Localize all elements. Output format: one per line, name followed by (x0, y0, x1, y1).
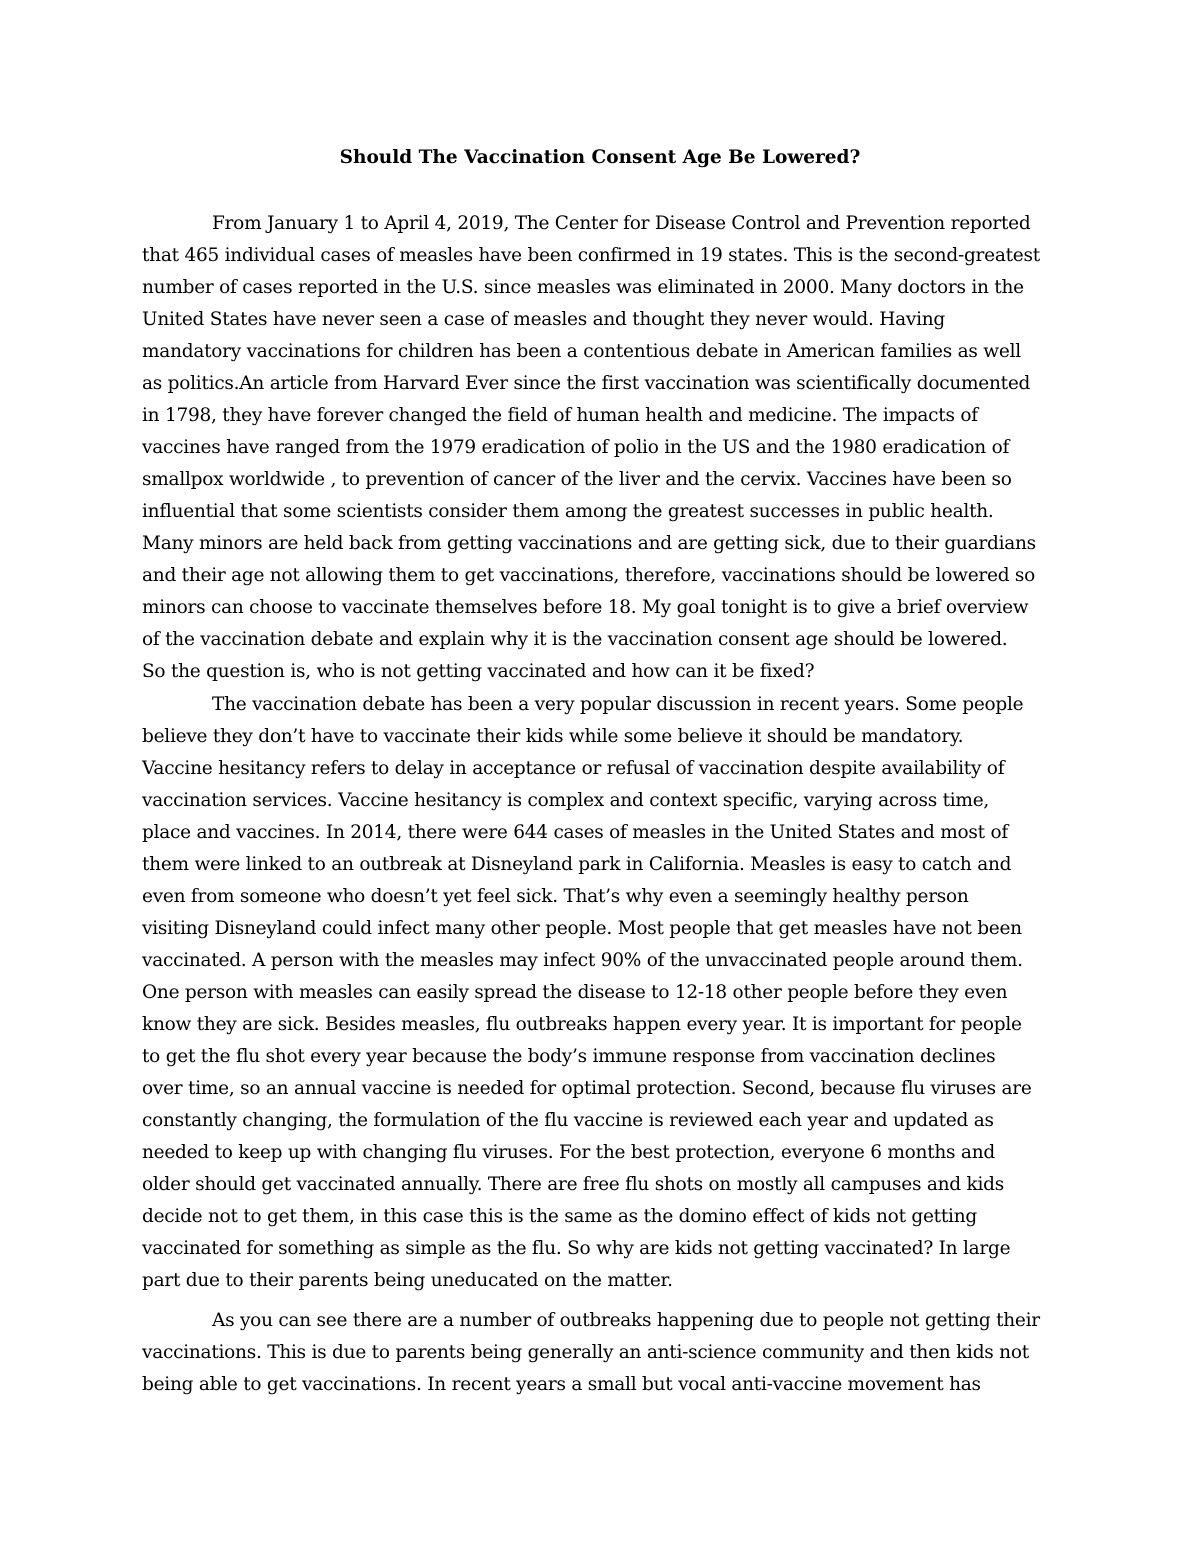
text-line: part due to their parents being uneducated on the matter. (142, 1270, 673, 1291)
text-line: that 465 individual cases of measles have been confirmed in 19 states. This is the second-greatest (142, 245, 1040, 266)
text-line: Vaccine hesitancy refers to delay in acceptance or refusal of vaccination despite availability of (142, 758, 1005, 779)
text-line: even from someone who doesn’t yet feel sick. That’s why even a seemingly healthy person (142, 886, 969, 907)
text-line: as politics.An article from Harvard Ever since the first vaccination was scientifically documented (142, 373, 1031, 394)
text-line: them were linked to an outbreak at Disneyland park in California. Measles is easy to catch and (142, 854, 1012, 875)
text-line: needed to keep up with changing flu viruses. For the best protection, everyone 6 months and (142, 1142, 995, 1163)
text-line: vaccinated for something as simple as the flu. So why are kids not getting vaccinated? In large (142, 1238, 1011, 1259)
document-title: Should The Vaccination Consent Age Be Lowered? (339, 147, 861, 168)
text-line: So the question is, who is not getting vaccinated and how can it be fixed? (142, 661, 815, 682)
text-line: of the vaccination debate and explain why it is the vaccination consent age should be lowered. (142, 629, 1008, 650)
text-line: over time, so an annual vaccine is needed for optimal protection. Second, because flu viruses are (142, 1078, 1032, 1099)
text-line: number of cases reported in the U.S. since measles was eliminated in 2000. Many doctors in the (142, 277, 1024, 298)
text-line: From January 1 to April 4, 2019, The Center for Disease Control and Prevention reported (212, 213, 1031, 234)
text-line: mandatory vaccinations for children has been a contentious debate in American families as well (142, 341, 1021, 362)
text-line: vaccinated. A person with the measles may infect 90% of the unvaccinated people around them. (142, 950, 1023, 971)
text-line: in 1798, they have forever changed the field of human health and medicine. The impacts of (142, 405, 978, 426)
text-line: place and vaccines. In 2014, there were 644 cases of measles in the United States and most of (142, 822, 1008, 843)
text-line: know they are sick. Besides measles, flu outbreaks happen every year. It is important for people (142, 1014, 1022, 1035)
text-line: to get the flu shot every year because the body’s immune response from vaccination declines (142, 1046, 996, 1067)
text-line: and their age not allowing them to get vaccinations, therefore, vaccinations should be lowered so (142, 565, 1036, 586)
text-line: vaccination services. Vaccine hesitancy is complex and context specific, varying across time, (142, 790, 990, 811)
text-line: visiting Disneyland could infect many other people. Most people that get measles have not been (142, 918, 1022, 939)
text-line: As you can see there are a number of outbreaks happening due to people not getting their (212, 1310, 1040, 1331)
text-line: decide not to get them, in this case this is the same as the domino effect of kids not getting (142, 1206, 977, 1227)
text-line: being able to get vaccinations. In recent years a small but vocal anti-vaccine movement has (142, 1374, 981, 1395)
text-line: minors can choose to vaccinate themselves before 18. My goal tonight is to give a brief overview (142, 597, 1029, 618)
text-line: United States have never seen a case of measles and thought they never would. Having (142, 309, 946, 330)
text-line: One person with measles can easily spread the disease to 12-18 other people before they even (142, 982, 1008, 1003)
text-line: constantly changing, the formulation of the flu vaccine is reviewed each year and updated as (142, 1110, 994, 1131)
text-line: Many minors are held back from getting vaccinations and are getting sick, due to their guardians (142, 533, 1036, 554)
text-line: smallpox worldwide , to prevention of cancer of the liver and the cervix. Vaccines have been so (142, 469, 1012, 490)
text-line: believe they don’t have to vaccinate their kids while some believe it should be mandatory. (142, 726, 964, 747)
text-line: influential that some scientists consider them among the greatest successes in public health. (142, 501, 994, 522)
text-line: The vaccination debate has been a very popular discussion in recent years. Some people (212, 694, 1024, 715)
text-line: older should get vaccinated annually. There are free flu shots on mostly all campuses and kids (142, 1174, 1004, 1195)
text-line: vaccinations. This is due to parents being generally an anti-science community and then kids not (142, 1342, 1029, 1363)
text-line: vaccines have ranged from the 1979 eradication of polio in the US and the 1980 eradication of (142, 437, 1010, 458)
